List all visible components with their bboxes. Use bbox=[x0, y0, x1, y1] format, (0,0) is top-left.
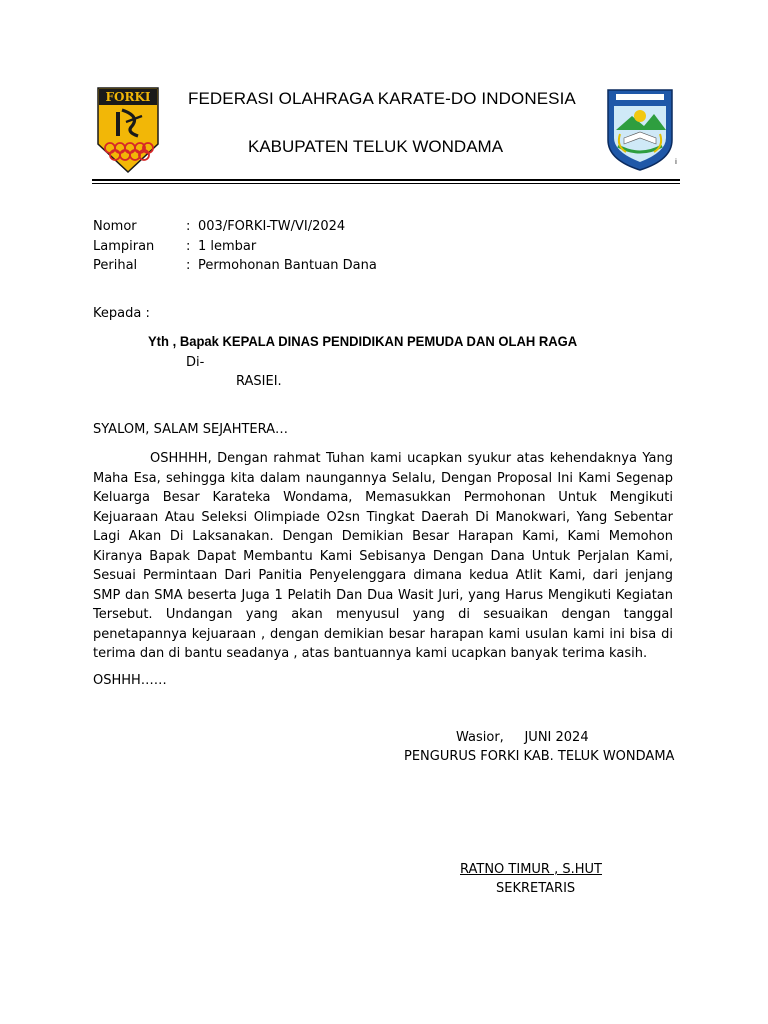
signatory-name: RATNO TIMUR , S.HUT bbox=[460, 862, 602, 877]
header-rule-thin bbox=[92, 183, 680, 184]
meta-value: 003/FORKI-TW/VI/2024 bbox=[198, 219, 346, 234]
meta-row-nomor bbox=[93, 219, 377, 239]
forki-logo bbox=[96, 86, 160, 174]
header-rule-thick bbox=[92, 179, 680, 181]
emblem-mark: i bbox=[675, 158, 677, 166]
meta-row-perihal bbox=[93, 258, 377, 278]
closing: OSHHH…… bbox=[93, 673, 167, 688]
meta-row-lampiran bbox=[93, 239, 377, 259]
letter-meta bbox=[93, 219, 377, 278]
address-place: RASIEI. bbox=[236, 374, 282, 389]
letter-body: OSHHHH, Dengan rahmat Tuhan kami ucapkan syukur atas kehendaknya Yang Maha Esa, sehingga kita dalam naungannya Selalu, Dengan Proposal Ini Kami Segenap Keluarga Besar Karateka Wondama, Memasukkan Permohonan Untuk Mengikuti Kejuaraan Atau Seleksi Olimpiade O2sn Tingkat Daerah Di Manokwari, Yang Sebentar Lagi Akan Di Laksanakan. Dengan Demikian Besar Harapan Kami, Kami Memohon Kiranya Bapak Dapat Membantu Kami Sebisanya Dengan Dana Untuk Perjalan Kami, Sesuai Permintaan Dari Panitia Penyelenggara dimana kedua Atlit Kami, dari jenjang SMP dan SMA beserta Juga 1 Pelatih Dan Dua Wasit Juri, yang Harus Mengikuti Kegiatan Tersebut. Undangan yang akan menyusul yang di sesuaikan dengan tanggal penetapannya kejuaraan , dengan demikian besar harapan kami usulan kami ini bisa di terima dan di bantu seadanya , atas bantuannya kami ucapkan banyak terima kasih. bbox=[93, 451, 673, 661]
greeting: SYALOM, SALAM SEJAHTERA… bbox=[93, 422, 289, 437]
address-di: Di- bbox=[186, 355, 205, 370]
signatory-role: SEKRETARIS bbox=[496, 881, 576, 896]
meta-key: Perihal bbox=[93, 258, 138, 273]
signature-org: PENGURUS FORKI KAB. TELUK WONDAMA bbox=[404, 749, 675, 764]
meta-colon: : bbox=[186, 238, 191, 254]
meta-value: 1 lembar bbox=[198, 238, 257, 254]
recipient: Yth , Bapak KEPALA DINAS PENDIDIKAN PEMUDA DAN OLAH RAGA bbox=[148, 333, 578, 349]
svg-text:FORKI: FORKI bbox=[105, 90, 151, 104]
meta-value: Permohonan Bantuan Dana bbox=[198, 258, 377, 273]
meta-colon: : bbox=[186, 258, 191, 273]
org-name: FEDERASI OLAHRAGA KARATE-DO INDONESIA bbox=[188, 89, 576, 108]
address-label: Kepada : bbox=[93, 306, 150, 321]
signature-place-date: Wasior, JUNI 2024 bbox=[456, 730, 589, 745]
meta-colon: : bbox=[186, 219, 191, 234]
district-emblem bbox=[604, 86, 676, 172]
meta-key: Lampiran bbox=[93, 238, 155, 254]
meta-key: Nomor bbox=[93, 219, 137, 234]
district-name: KABUPATEN TELUK WONDAMA bbox=[248, 137, 504, 156]
